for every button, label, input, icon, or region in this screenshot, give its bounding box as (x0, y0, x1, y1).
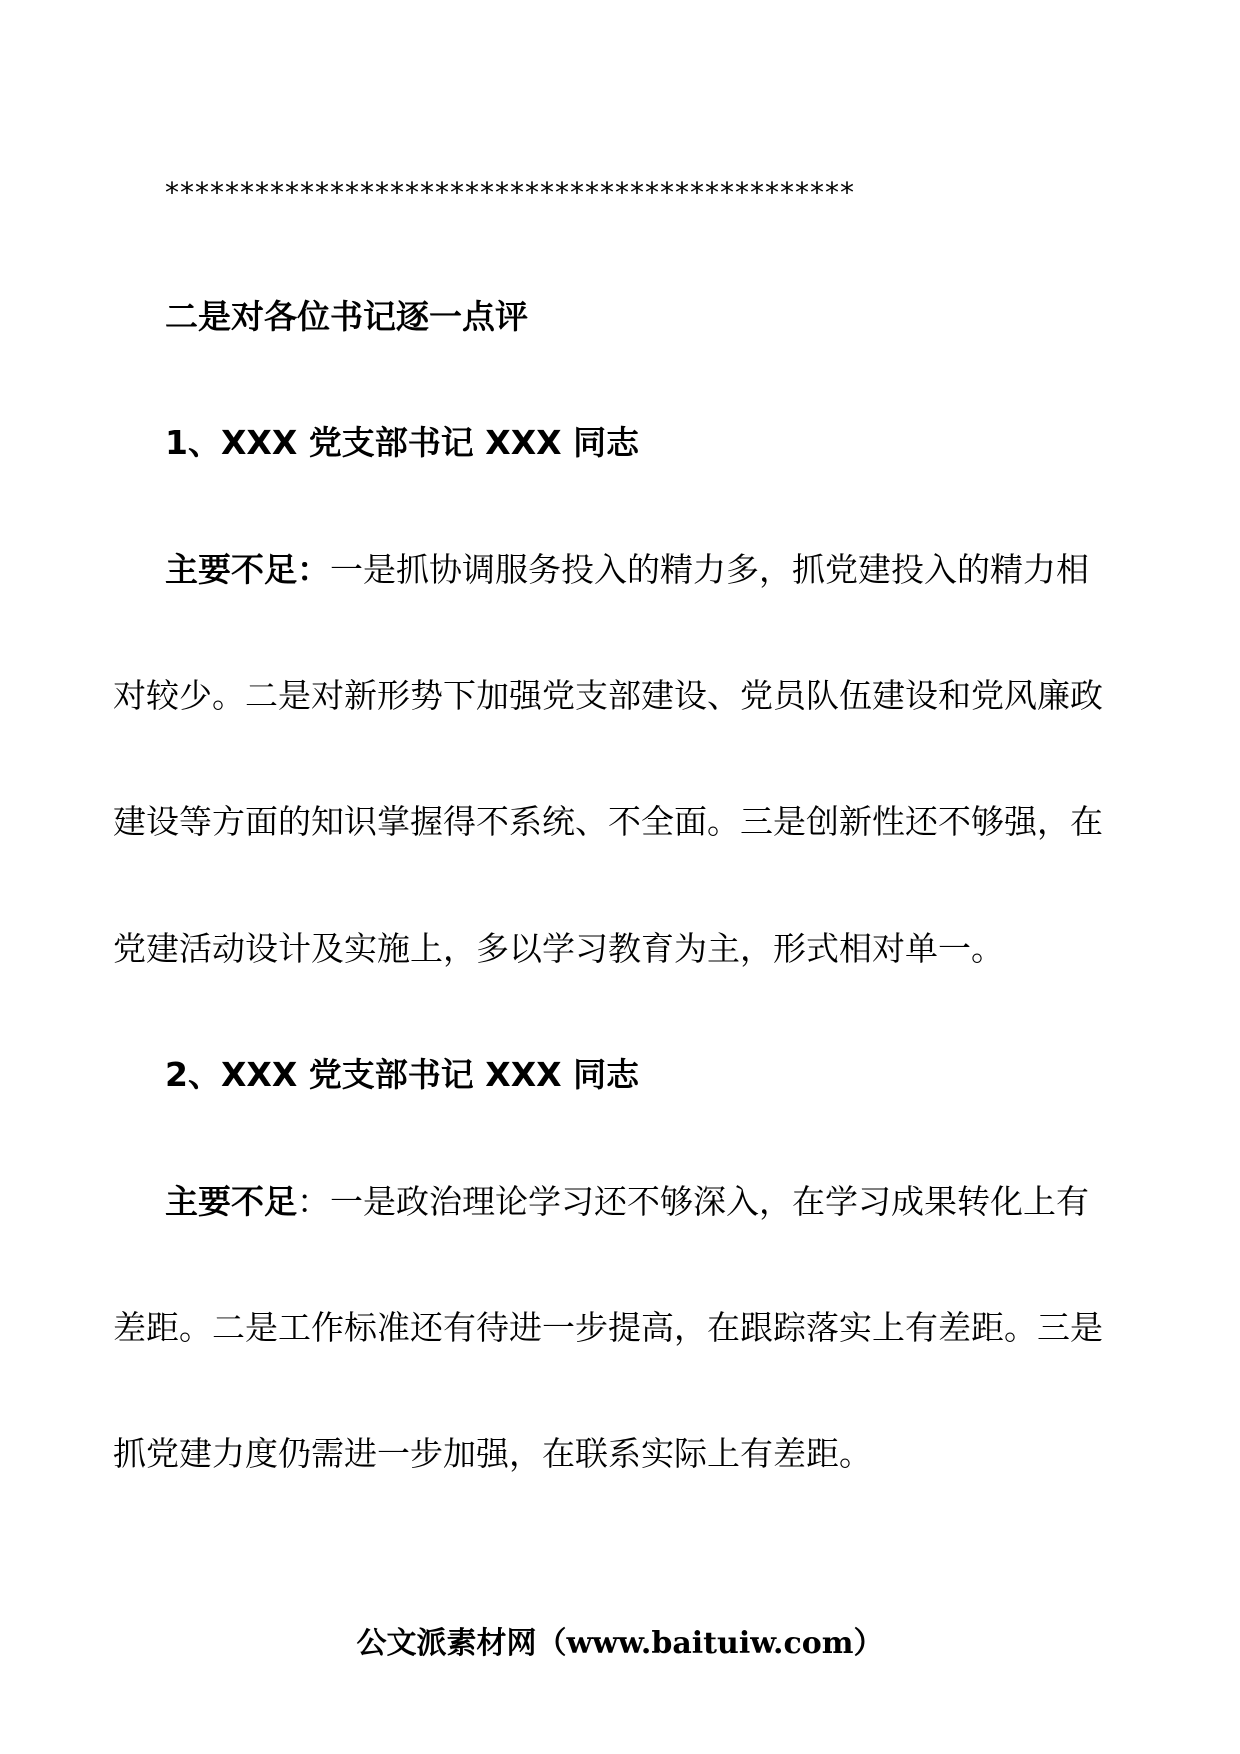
item-2-label: 主要不足 (165, 1182, 297, 1221)
item-2-text-line-3: 抓党建力度仍需进一步加强，在联系实际上有差距。 (113, 1434, 872, 1473)
footer-source: 公文派素材网（www.baituiw.com） (356, 1626, 884, 1661)
item-1-paragraph-line-1 (165, 550, 1185, 590)
item-2-text-line-2: 差距。二是工作标准还有待进一步提高，在跟踪落实上有差距。三是 (113, 1308, 1103, 1347)
item-2-text-line-1: 一是政治理论学习还不够深入，在学习成果转化上有 (330, 1182, 1089, 1221)
item-1-text-line-4: 党建活动设计及实施上，多以学习教育为主，形式相对单一。 (113, 929, 1004, 968)
item-2-colon: ： (297, 1182, 330, 1221)
item-2-heading: 2、XXX 党支部书记 XXX 同志 (165, 1055, 640, 1094)
item-1-heading: 1、XXX 党支部书记 XXX 同志 (165, 423, 640, 462)
item-1-label: 主要不足 (165, 550, 297, 589)
item-1-text-line-2: 对较少。二是对新形势下加强党支部建设、党员队伍建设和党风廉政 (113, 676, 1103, 715)
item-1-text-line-3: 建设等方面的知识掌握得不系统、不全面。三是创新性还不够强，在 (113, 802, 1103, 841)
item-2-paragraph-line-1 (165, 1182, 1185, 1222)
separator-line: ********************************************** (165, 176, 855, 209)
section-title: 二是对各位书记逐一点评 (165, 297, 528, 336)
item-1-colon: ： (297, 550, 330, 589)
item-1-text-line-1: 一是抓协调服务投入的精力多，抓党建投入的精力相 (330, 550, 1089, 589)
